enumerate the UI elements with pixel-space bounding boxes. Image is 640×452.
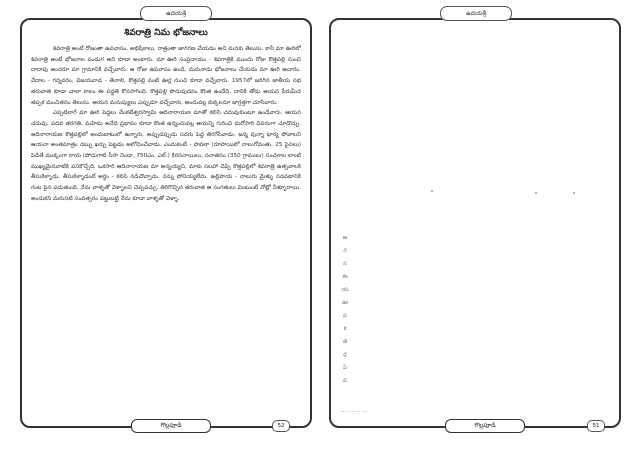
side-letter: స <box>343 261 347 267</box>
right-header-label: ఉదయశ్రీ <box>440 6 512 21</box>
paragraph-2: ఎప్పటిలాగే మా ఊరి పెద్దలు వేంకటేశ్వరస్వామి ఆదినారాయణ మాతో కలిసి చదువుకుంటూ ఉండేవారు. ఆయన చదువు, పదవ తరగతి, మహిమ అనేది ప్రభావం కూడా కొంత ఉన్నందువల్ల ఆయన్ని గురించి మరోసారి వివరంగా చూడొచ్చు. ఆదినారాయణ కొత్తపల్లిలో అందుబాటులో ఉన్నారు. అప్పుడప్పుడు సదరు పెద్ద తిరగేసేవాడు. జన్మ వున్నా భార్య పోవాలని ఆయనా అంతమాత్రం డబ్బు ఖర్చు పెట్టడం అలోచించేవాడు. ఎందుకంటే - పావలా (రూపాయిలో నాలుగోవంతు, 25 పైసలు) పెడితే ముక్కంగా కాయ (పోడుగాటి సీసా నిండా, 750ఎం. ఎల్.) కిరసనాయిలు, సనాతనం (350 గ్రాములు) సంచరాల లాంటి ముఖ్యమైనవాటికి పనికొచ్చేది. ఒకసారి ఆదినారాయణ మా అన్నయ్యని, మాకు సలహా చెప్పి కొత్తపల్లిలో శివరాత్రి ఉత్సవాలకి తీసుకెళ్ళాడు. తీసుకెళ్ళాడంటే అర్థం - కలిసి నడిచొచ్చాడు. నన్ను పోనియ్యలేదు. ఉల్లిపాయ - నాలుగు మైళ్ళు నడవటానికి గంట పైన పడుతుంది. నేను వాళ్ళతో వెళ్ళాలని చెప్పవచ్చు. తిరిగొచ్చిన తరువాత ఆ సంగతులు వింటుంటే నోట్లో నీళ్ళూరాయి. అందుకని మరుసటి సంవత్సరం పట్టుబట్టి నేను కూడా వాళ్ళతో వెళ్ళా. <box>31 110 301 202</box>
side-letter: ర <box>343 248 347 254</box>
footer-label: గొల్లపూడి <box>445 419 525 433</box>
side-letter: ఈ <box>342 274 348 280</box>
page-title: శివరాత్రి నిమ భోజనాలు <box>124 28 208 38</box>
side-letter: య <box>341 287 349 293</box>
faint-dot <box>573 192 575 194</box>
side-letter: ప <box>343 313 347 319</box>
page-number: 52 <box>272 420 290 432</box>
side-letter: ప <box>343 378 347 384</box>
side-letter: ఊ <box>341 300 349 306</box>
footer-label: గొల్లపూడి <box>131 419 211 433</box>
left-header-label: ఉదయశ్రీ <box>140 6 212 21</box>
side-letter: ఏ <box>343 365 347 371</box>
side-letter: ఆ <box>342 235 348 241</box>
side-letter: ధ <box>343 352 347 358</box>
paragraph-1: శివరాత్రి అంటే రోజంతా ఉపవాసం, అభిషేకాలు, రాత్రంతా జాగరణ చేయడం అని మనకు తెలుసు. కానీ మా ఊరిలో శివరాత్రి అంటే భోజనాల పండుగ అని కూడా అంటారు. మా ఊరి సంప్రదాయం - శివరాత్రికి ముందు రోజు కొత్తపల్లి నుంచి దాదాపు అందరూ మా గ్రామానికి వచ్చేవారు. ఆ రోజు ఉపవాసం ఉండి, మరునాడు భోజనాలు చేయడం మా ఊరి ఆచారం. వేదాల - గన్నవరం, విజయవాడ - తెనాలి, కొత్తపల్లి వంటి ఊర్ల నుంచి కూడా వచ్చేవారు. 1957లో జరిగిన జాతీయ సభ తరువాత కూడా చాలా కాలం ఈ పద్ధతి కొనసాగింది. కొత్తపల్లి పొదుపుదనం కొంత ఉండేది. దానికి తోడు ఆయన పేరుమీద తప్పక మంచితనం తెలుసు. ఆయన మనుష్యులు ఎప్పుడూ వచ్చేవారు, అందువల్ల కుక్కలనూ జాగ్రత్తగా చూసేవారు. <box>31 46 301 106</box>
faint-bottom-line: ... ... ... ... <box>341 408 368 414</box>
left-page <box>20 18 312 428</box>
article-body <box>31 44 301 414</box>
side-letter: క <box>343 326 347 332</box>
right-page <box>329 18 621 428</box>
page-number: 51 <box>587 420 605 432</box>
side-letter-column <box>341 232 349 388</box>
faint-dot <box>431 190 433 192</box>
faint-dot <box>535 192 537 194</box>
side-letter: తె <box>342 339 348 345</box>
